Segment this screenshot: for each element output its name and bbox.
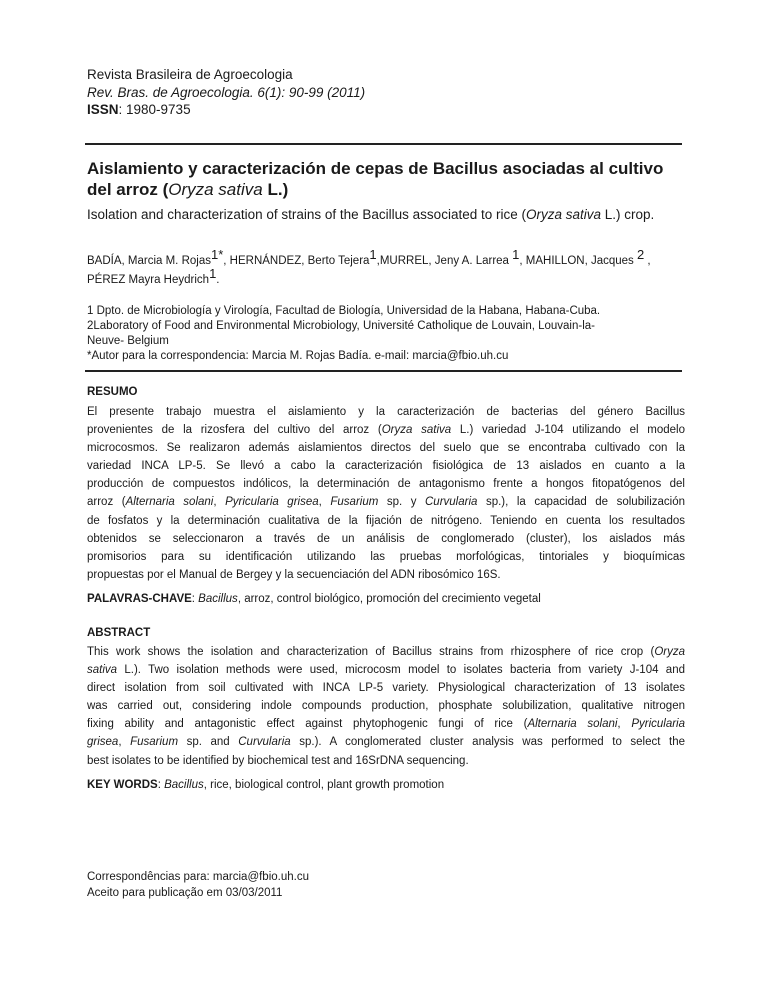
title-text: Aislamiento y caracterización de cepas de Bacillus asociadas al cultivo del arroz ( [87, 159, 664, 199]
abstract-line: best isolates to be identified by biochemical test and 16SrDNA sequencing. [87, 754, 469, 767]
affiliation-divider [85, 370, 682, 372]
affiliations [87, 304, 687, 364]
abstract-line: was carried out, considering indole compounds production, phosphate solubilization, qualitative nitrogen [87, 700, 685, 713]
abstract-heading: ABSTRACT [87, 627, 151, 639]
author-name: ,MURREL, Jeny A. Larrea [376, 255, 513, 267]
resumo-line: promisorios para su identificación utilizando las pruebas morfológicas, tintoriales y bioquímicas [87, 550, 685, 563]
author-name: , MAHILLON, Jacques [519, 255, 637, 267]
paper-title [87, 158, 687, 200]
resumo-line: microcosmos. Se realizaron además aislamientos directos del suelo que se encontraba cultivado con la [87, 442, 685, 455]
resumo-line: variedad INCA LP-5. Se llevó a cabo la caracterización fisiológica de 13 aislados en cuanto a la [87, 460, 685, 473]
palavras-chave: PALAVRAS-CHAVE: Bacillus, arroz, control biológico, promoción del crecimiento vegetal [87, 593, 541, 605]
resumo-line: arroz (Alternaria solani, Pyricularia grisea, Fusarium sp. y Curvularia sp.), la capacidad de solubilización [87, 496, 686, 509]
abstract-line: fixing ability and antagonistic effect against phytophogenic fungi of rice (Alternaria solani, Pyricularia [87, 718, 685, 731]
correspondence-note: Correspondências para: marcia@fbio.uh.cu [87, 871, 309, 883]
subtitle-suffix: L.) crop. [601, 207, 655, 222]
subtitle-species: Oryza sativa [525, 207, 602, 222]
author-affiliation-mark: 1* [210, 247, 224, 262]
author-list-end: . [216, 274, 220, 286]
resumo-line: producción de compuestos indólicos, la determinación de antagonismo frente a hongos fitopatógenos del [87, 478, 685, 491]
header-divider [85, 143, 682, 145]
palavras-label: PALAVRAS-CHAVE [87, 593, 192, 605]
acceptance-note: Aceito para publicação em 03/03/2011 [87, 887, 283, 899]
keywords-label: KEY WORDS [87, 779, 158, 791]
resumo-line: de fosfatos y la determinación cualitativa de la fijación de nitrógeno. Teniendo en cuenta los resultados [87, 514, 685, 527]
affiliation-1: 1 Dpto. de Microbiología y Virología, Facultad de Biología, Universidad de la Habana, Habana-Cuba. [87, 305, 601, 317]
resumo-line: propuestas por el Manual de Bergey y la secuenciación del ADN ribosómico 16S. [87, 568, 501, 581]
key-words: KEY WORDS: Bacillus, rice, biological control, plant growth promotion [87, 779, 445, 791]
abstract-line: sativa L.). Two isolation methods were used, microcosm model to isolates bacteria from variety J-104 and [87, 664, 685, 677]
affiliation-2: 2Laboratory of Food and Environmental Microbiology, Université Catholique de Louvain, Louvain-la- [87, 320, 595, 332]
abstract-body [87, 643, 685, 770]
footer-notes [87, 869, 309, 901]
affiliation-2-cont: Neuve- Belgium [87, 335, 169, 347]
author-list [87, 247, 687, 290]
author-affiliation-mark: 1 [369, 247, 377, 262]
issn-label: ISSN [87, 102, 119, 117]
resumo-line: El presente trabajo muestra el aislamiento y la caracterización de bacterias del género Bacillus [87, 406, 685, 418]
subtitle-text: Isolation and characterization of strains of the Bacillus associated to rice ( [87, 207, 526, 222]
abstract-line: direct isolation from soil cultivated with INCA LP-5 variety. Physiological characterization of 13 isolates [87, 682, 685, 695]
author-affiliation-mark: 1 [512, 247, 520, 262]
issn-value: : 1980-9735 [118, 102, 191, 117]
resumo-line: obtenidos se seleccionaron a través de un análisis de conglomerado (cluster), los aislados más [87, 532, 685, 545]
author-name: , HERNÁNDEZ, Berto Tejera [223, 255, 370, 267]
journal-citation: Rev. Bras. de Agroecologia. 6(1): 90-99 (2011) [87, 84, 366, 100]
resumo-line: provenientes de la rizosfera del cultivo del arroz (Oryza sativa L.) variedad J-104 utilizando el modelo [87, 424, 685, 437]
resumo-body [87, 403, 685, 584]
abstract-line: grisea, Fusarium sp. and Curvularia sp.). A conglomerated cluster analysis was performed to select the [87, 736, 686, 749]
title-suffix: L.) [262, 180, 289, 199]
author-name: , PÉREZ Mayra Heydrich [87, 255, 651, 286]
paper-subtitle [87, 206, 687, 224]
author-name: BADÍA, Marcia M. Rojas [87, 255, 211, 267]
corresponding-author: *Autor para la correspondencia: Marcia M. Rojas Badía. e-mail: marcia@fbio.uh.cu [87, 350, 509, 362]
journal-issn [87, 101, 365, 119]
journal-name: Revista Brasileira de Agroecologia [87, 67, 293, 82]
abstract-line: This work shows the isolation and characterization of Bacillus strains from rhizosphere of rice crop (Oryza [87, 646, 685, 658]
resumo-heading: RESUMO [87, 386, 138, 398]
title-species: Oryza sativa [168, 180, 263, 199]
author-affiliation-mark: 1 [209, 266, 217, 281]
journal-header [87, 66, 365, 119]
author-affiliation-mark: 2 [637, 247, 645, 262]
